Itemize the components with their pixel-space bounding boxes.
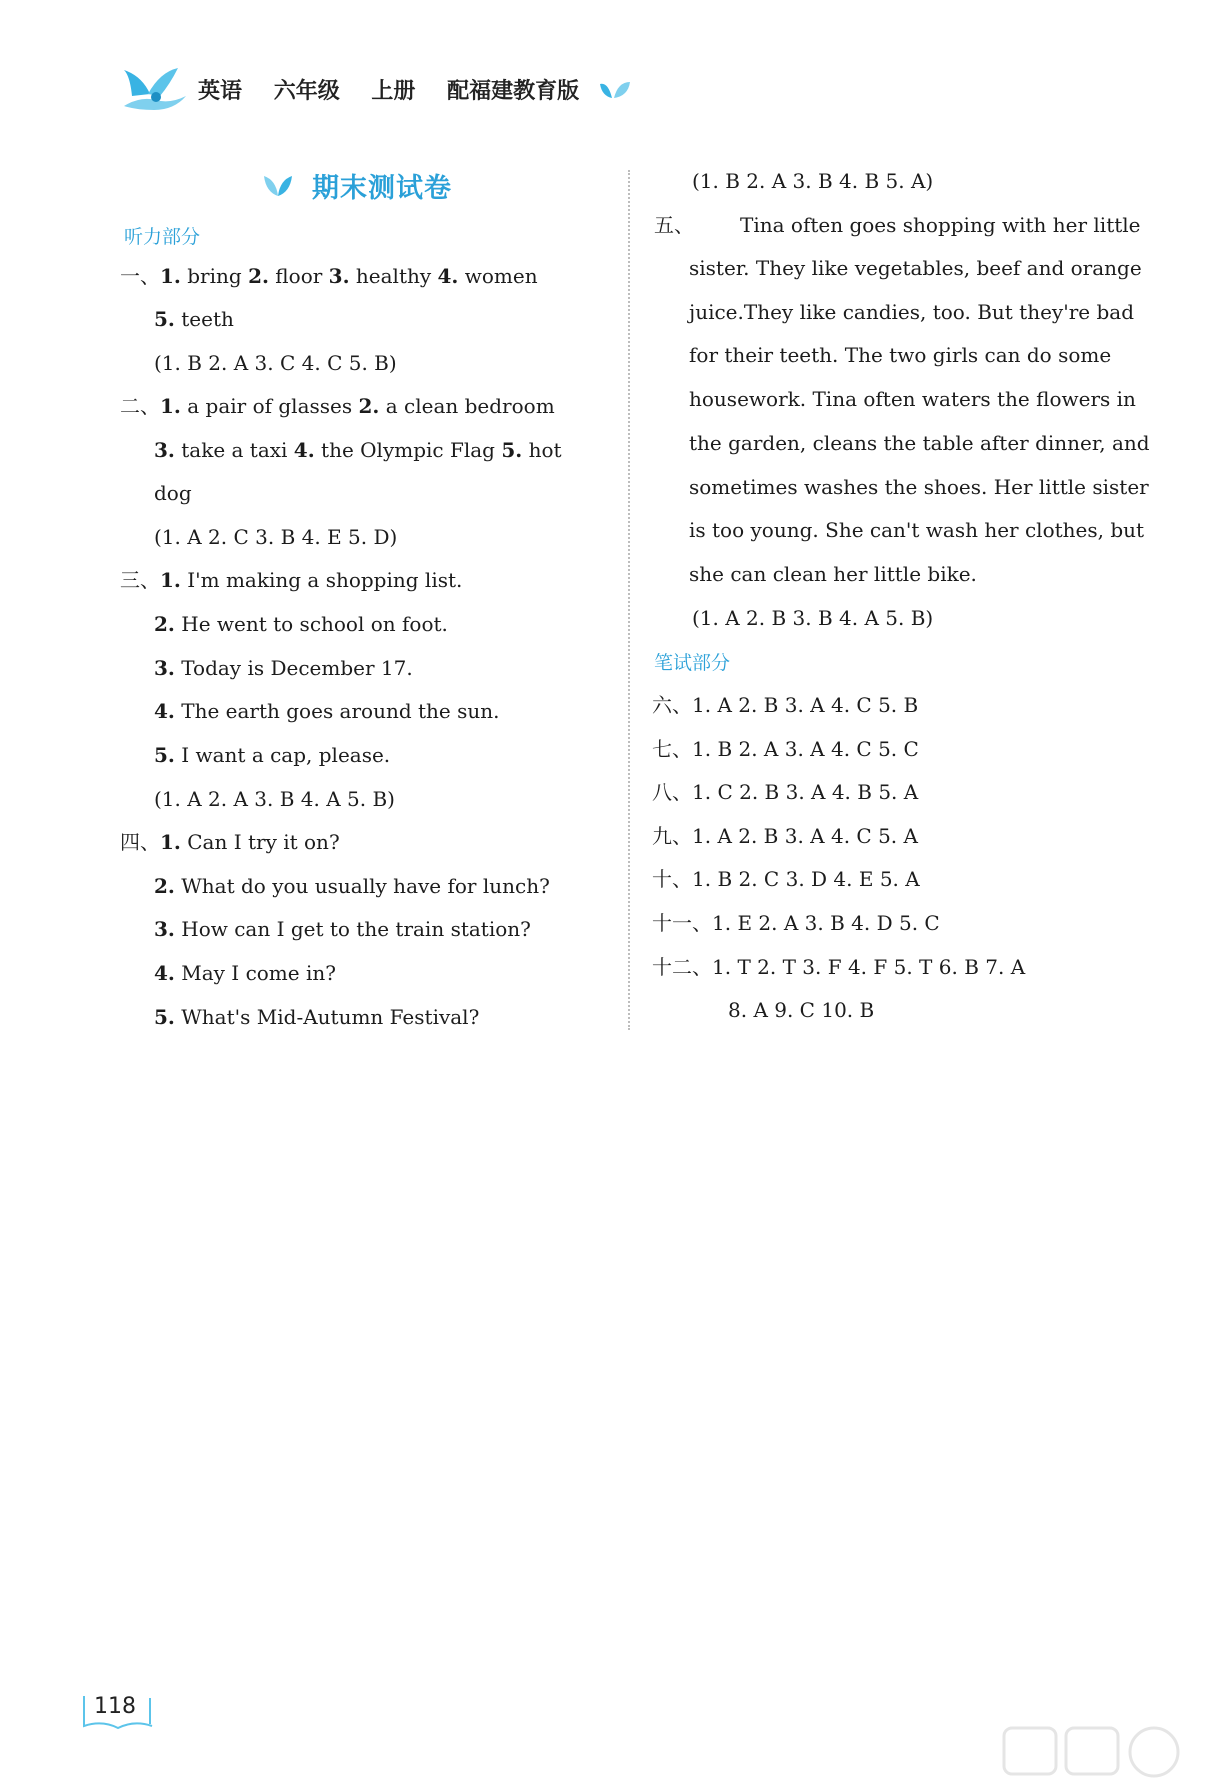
q12-answers-line-2: 8. A 9. C 10. B (728, 998, 875, 1022)
page-number: 118 (94, 1694, 136, 1719)
q4-item-4: 4. May I come in? (154, 961, 336, 985)
page-number-badge (82, 1692, 154, 1732)
q5-passage-line-5: housework. Tina often waters the flowers in (689, 387, 1136, 411)
q6-answers: 六、1. A 2. B 3. A 4. C 5. B (652, 693, 919, 717)
header-volume: 上册 (371, 79, 416, 104)
q4-answers: (1. B 2. A 3. B 4. B 5. A) (692, 169, 934, 193)
header-subject: 英语 (198, 79, 243, 104)
section-writing: 笔试部分 (654, 652, 731, 674)
q7-answers: 七、1. B 2. A 3. A 4. C 5. C (652, 737, 919, 761)
q10-answers: 十、1. B 2. C 3. D 4. E 5. A (652, 867, 920, 891)
q5-passage-line-1: Tina often goes shopping with her little (740, 213, 1141, 237)
header-grade: 六年级 (273, 79, 340, 104)
leaf-icon (598, 80, 632, 102)
q1-line-1: 一、1. bring 2. floor 3. healthy 4. women (120, 264, 538, 288)
q2-line-3: dog (154, 481, 192, 505)
header-edition: 配福建教育版 (447, 79, 580, 104)
q3-item-5: 5. I want a cap, please. (154, 743, 391, 767)
q4-item-5: 5. What's Mid-Autumn Festival? (154, 1005, 480, 1029)
q5-passage-line-2: sister. They like vegetables, beef and orange (689, 256, 1142, 280)
q2-answers: (1. A 2. C 3. B 4. E 5. D) (154, 525, 398, 549)
q5-passage-line-7: sometimes washes the shoes. Her little sister (689, 475, 1149, 499)
q9-answers: 九、1. A 2. B 3. A 4. C 5. A (652, 824, 918, 848)
q2-line-2: 3. take a taxi 4. the Olympic Flag 5. hot (154, 438, 562, 462)
q11-answers: 十一、1. E 2. A 3. B 4. D 5. C (652, 911, 940, 935)
q4-item-3: 3. How can I get to the train station? (154, 917, 531, 941)
q3-answers: (1. A 2. A 3. B 4. A 5. B) (154, 787, 395, 811)
q5-passage-line-3: juice.They like candies, too. But they're bad (689, 300, 1134, 324)
q5-passage-line-9: she can clean her little bike. (689, 562, 977, 586)
q4-item-2: 2. What do you usually have for lunch? (154, 874, 550, 898)
q1-line-2: 5. teeth (154, 307, 234, 331)
bird-logo-icon (120, 66, 190, 114)
q3-item-4: 4. The earth goes around the sun. (154, 699, 500, 723)
q5-answers: (1. A 2. B 3. B 4. A 5. B) (692, 606, 934, 630)
column-divider (628, 170, 630, 1030)
q2-line-1: 二、1. a pair of glasses 2. a clean bedroom (120, 394, 555, 418)
q3-item-3: 3. Today is December 17. (154, 656, 413, 680)
q5-passage-line-8: is too young. She can't wash her clothes, but (689, 518, 1145, 542)
page-title: 期末测试卷 (312, 173, 452, 204)
q5-label: 五、 (654, 213, 694, 237)
q3-item-1: 三、1. I'm making a shopping list. (120, 568, 463, 592)
q12-answers-line-1: 十二、1. T 2. T 3. F 4. F 5. T 6. B 7. A (652, 955, 1026, 979)
q1-answers: (1. B 2. A 3. C 4. C 5. B) (154, 351, 397, 375)
q3-item-2: 2. He went to school on foot. (154, 612, 448, 636)
leaf-icon (262, 172, 294, 198)
q5-passage-line-4: for their teeth. The two girls can do some (689, 343, 1112, 367)
page-header (120, 66, 720, 116)
q5-passage-line-6: the garden, cleans the table after dinner, and (689, 431, 1150, 455)
watermark-logo-icon (1000, 1722, 1200, 1786)
header-title (198, 74, 603, 105)
section-listening: 听力部分 (124, 226, 201, 248)
q8-answers: 八、1. C 2. B 3. A 4. B 5. A (652, 780, 919, 804)
q4-item-1: 四、1. Can I try it on? (120, 830, 340, 854)
